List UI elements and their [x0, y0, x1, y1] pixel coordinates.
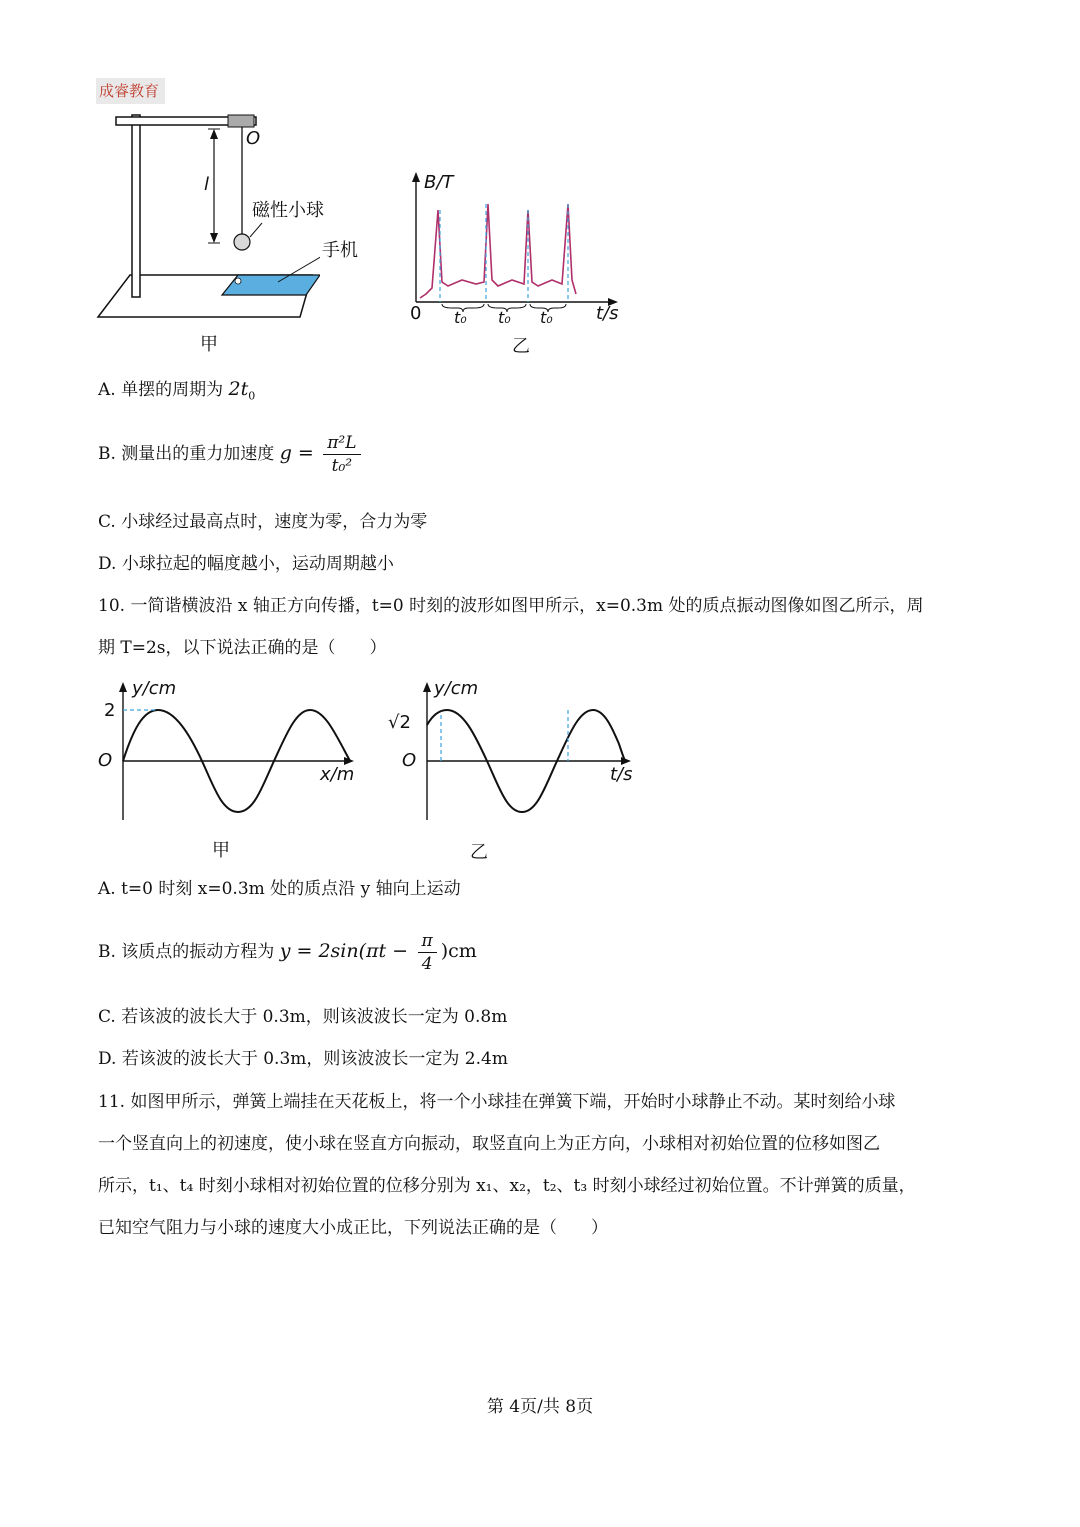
q11-line4: 已知空气阻力与小球的速度大小成正比，下列说法正确的是（ ）: [98, 1218, 608, 1238]
axis-label-y-jia: y/cm: [132, 678, 177, 699]
q11-line3: 所示，t₁、t₄ 时刻小球相对初始位置的位移分别为 x₁、x₂，t₂、t₃ 时刻小球经过初始位置。不计弹簧的质量，: [98, 1176, 916, 1196]
label-length: l: [204, 174, 210, 195]
q9-option-a: A. 单摆的周期为 $2t_0$: [98, 378, 256, 403]
label-yi-2: 乙: [470, 842, 488, 863]
label-O: O: [246, 128, 261, 149]
t0-label-3: t₀: [540, 308, 553, 327]
label-phone: 手机: [322, 240, 358, 261]
q10-stem-line2: 期 T=2s，以下说法正确的是（ ）: [98, 638, 387, 658]
page-footer: 第 4页/共 8页: [486, 1397, 594, 1417]
t0-label-2: t₀: [498, 308, 511, 327]
q10-stem-line1: 10. 一简谐横波沿 x 轴正方向传播，t=0 时刻的波形如图甲所示，x=0.3m 处的质点振动图像如图乙所示，周: [98, 596, 924, 616]
origin-label-1: 0: [410, 303, 422, 324]
q9-option-b: B. 测量出的重力加速度 g = $\frac{\text{π²L}}{\text{t₀²}}$: [98, 432, 365, 477]
q9-option-d: D. 小球拉起的幅度越小，运动周期越小: [98, 554, 394, 574]
axis-label-B: B/T: [424, 172, 454, 193]
stand-pole: [132, 115, 140, 297]
q10-option-a: A. t=0 时刻 x=0.3m 处的质点沿 y 轴向上运动: [98, 879, 461, 899]
origin-label-yi: O: [402, 750, 417, 771]
watermark-label: 成睿教育: [96, 78, 165, 104]
figure-wave-jia: [100, 680, 370, 830]
peak-label-jia: 2: [104, 700, 116, 721]
axis-label-y-yi: y/cm: [434, 678, 479, 699]
axis-label-x-jia: x/m: [320, 764, 355, 785]
start-label-yi: √2: [388, 712, 411, 733]
q10-option-b: B. 该质点的振动方程为 y = 2sin(πt − $\frac{\pi}{4}$ )cm: [98, 931, 477, 974]
label-jia-1: 甲: [200, 334, 218, 355]
axis-label-t: t/s: [596, 303, 619, 324]
clamp: [228, 115, 254, 127]
magnetic-ball: [234, 234, 250, 250]
t0-label-1: t₀: [454, 308, 467, 327]
q10-option-c: C. 若该波的波长大于 0.3m，则该波波长一定为 0.8m: [98, 1007, 508, 1027]
q9-option-c: C. 小球经过最高点时，速度为零，合力为零: [98, 512, 428, 532]
label-yi-1: 乙: [512, 336, 530, 357]
figure-pendulum-apparatus: [90, 105, 320, 365]
label-magnetic-ball: 磁性小球: [252, 200, 324, 221]
q11-line1: 11. 如图甲所示，弹簧上端挂在天花板上，将一个小球挂在弹簧下端，开始时小球静止不动。某时刻给小球: [98, 1092, 896, 1112]
field-curve: [420, 204, 576, 298]
axis-label-x-yi: t/s: [610, 764, 633, 785]
q11-line2: 一个竖直向上的初速度，使小球在竖直方向振动，取竖直向上为正方向，小球相对初始位置的位移如图乙: [98, 1134, 880, 1154]
figure-wave-yi: [405, 680, 645, 830]
label-jia-2: 甲: [212, 840, 230, 861]
origin-label-jia: O: [98, 750, 113, 771]
q10-option-d: D. 若该波的波长大于 0.3m，则该波波长一定为 2.4m: [98, 1049, 508, 1069]
